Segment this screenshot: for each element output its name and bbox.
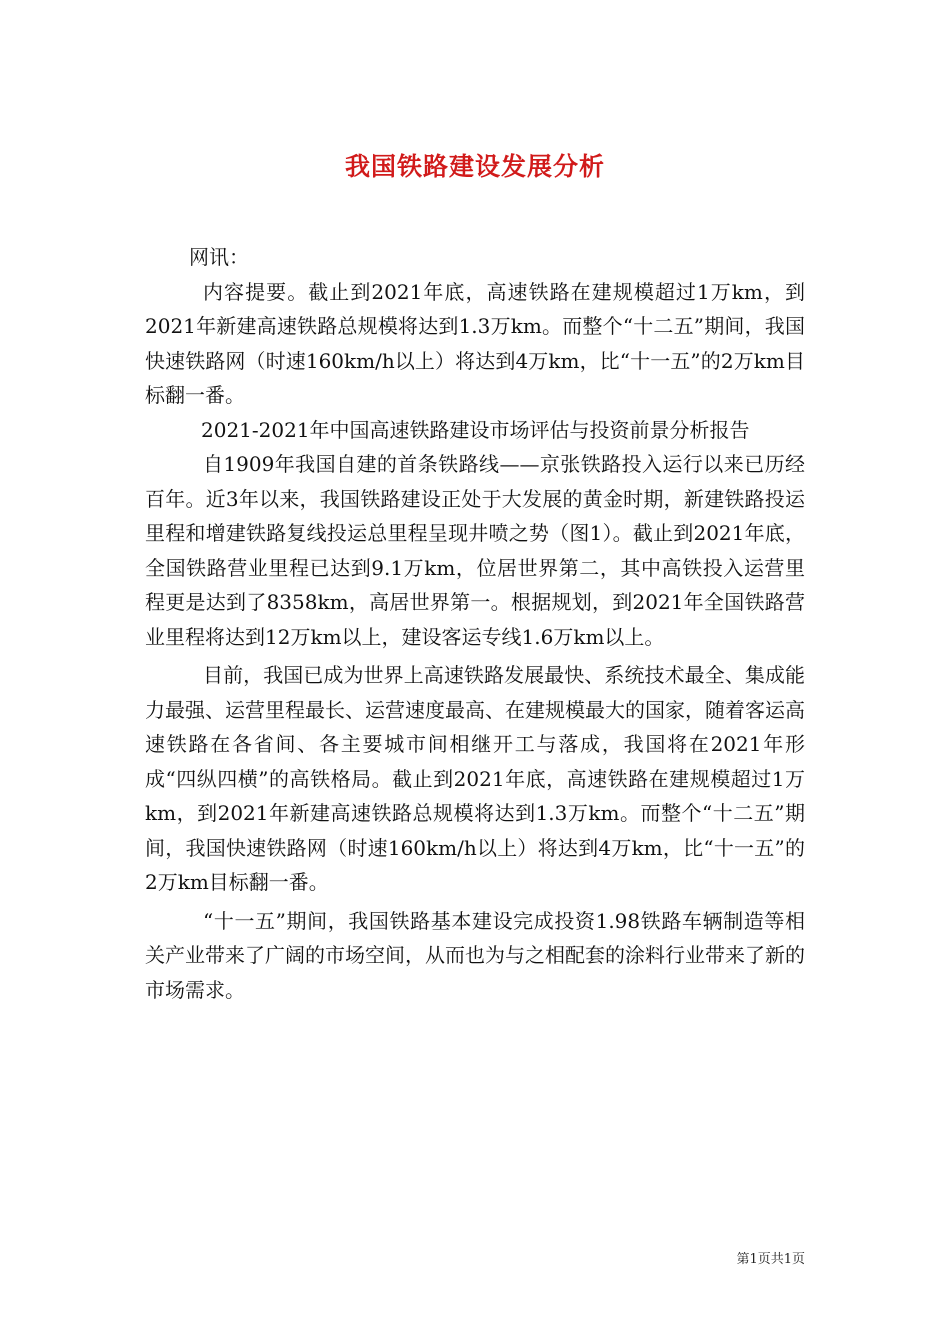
source-label: 网讯： (189, 245, 249, 269)
page-number: 第1页共1页 (736, 1252, 805, 1267)
history-paragraph: 自1909年我国自建的首条铁路线——京张铁路投入运行以来已历经百年。近3年以来，我国铁路建设正处于大发展的黄金时期，新建铁路投运里程和增建铁路复线投运总里程呈现井喷之势（图1）。截止到2021年底，全国铁路营业里程已达到9.1万km，位居世界第二，其中高铁投入运营里程更是达到了8358km，高居世界第一。根据规划，到2021年全国铁路营业里程将达到12万km以上，建设客运专线1.6万km以上。 (145, 452, 805, 649)
report-title-line: 2021-2021年中国高速铁路建设市场评估与投资前景分析报告 (201, 417, 750, 442)
summary-paragraph: 内容提要。截止到2021年底，高速铁路在建规模超过1万km，到2021年新建高速铁路总规模将达到1.3万km。而整个“十二五”期间，我国快速铁路网（时速160km/h以上）将达到4万km，比“十一五”的2万km目标翻一番。 (145, 279, 805, 407)
investment-paragraph: “十一五”期间，我国铁路基本建设完成投资1.98铁路车辆制造等相关产业带来了广阔的市场空间，从而也为与之相配套的涂料行业带来了新的市场需求。 (145, 908, 805, 1002)
current-status-paragraph: 目前，我国已成为世界上高速铁路发展最快、系统技术最全、集成能力最强、运营里程最长、运营速度最高、在建规模最大的国家，随着客运高速铁路在各省间、各主要城市间相继开工与落成，我国将在2021年形成“四纵四横”的高铁格局。截止到2021年底，高速铁路在建规模超过1万km，到2021年新建高速铁路总规模将达到1.3万km。而整个“十二五”期间，我国快速铁路网（时速160km/h以上）将达到4万km，比“十一五”的2万km目标翻一番。 (145, 663, 805, 894)
document-title: 我国铁路建设发展分析 (344, 151, 605, 181)
document-body (145, 240, 805, 1007)
